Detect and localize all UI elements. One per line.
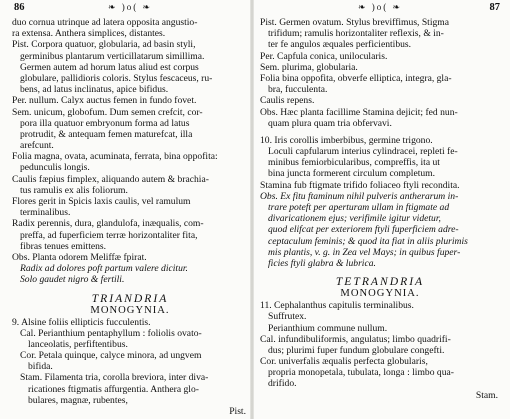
text-line: Folia bina oppofita, obverfe elliptica, integra, gla- <box>260 72 452 84</box>
text-line: tus ramulis ex alis foliorum. <box>20 184 128 196</box>
text-line: Cor. univerfalis æqualis perfecta globularis, <box>260 356 428 368</box>
text-line: Stamina fub ftigmate trifido foliaceo ftyli recondita. <box>260 179 460 191</box>
text-line: bina juncta formerent circulum completum. <box>268 168 436 180</box>
text-line: ceptaculum feminis; & quod ita fiat in aliis plurimis <box>268 235 468 247</box>
text-line: pedunculis longis. <box>20 162 90 174</box>
text-line: arefcunt. <box>20 140 54 152</box>
text-line: duo cornua utrinque ad latera opposita angustio- <box>12 17 198 28</box>
text-line: Obs. Ex fitu ftaminum nihil pulveris antherarum in- <box>260 190 459 202</box>
text-line: trare poteft per aperturam ullam in ftigmate ad <box>268 202 450 213</box>
text-line: Per. Capfula conica, unilocularis. <box>260 50 388 62</box>
text-line: Cal. infundibuliformis, angulatus; limbo quadrifi- <box>260 333 451 345</box>
header-ornament: ❧ )o( ❧ <box>357 2 403 12</box>
text-line: Solo gaudet nigro & fertili. <box>20 274 125 286</box>
right-page-text <box>260 17 500 401</box>
text-line: quam plura quam tria obfervavi. <box>268 117 392 129</box>
section-title: TETRANDRIA <box>335 275 425 289</box>
section-title: TRIANDRIA <box>91 291 169 305</box>
text-line: Germen autem ad horum latus aliud est corpus <box>20 61 199 73</box>
text-line: ficies ftyli glabra & lubrica. <box>268 257 376 269</box>
text-line: drifido. <box>268 378 297 390</box>
text-line: pora illa quatuor embryonum forma ad latus <box>20 117 190 129</box>
text-line: Cal. Perianthium pentaphyllum : foliolis ovato- <box>20 327 202 339</box>
text-line: Pist. Corpora quatuor, globularia, ad basin styli, <box>12 39 196 51</box>
book-gutter <box>250 0 254 419</box>
text-line: dus; plurimi fuper fundum globulare congefti. <box>268 344 445 356</box>
text-line: Cor. Petala quinque, calyce minora, ad ungvem <box>20 350 202 362</box>
running-head <box>12 2 248 16</box>
text-line: ter fe angulos æquales perficientibus. <box>268 39 412 51</box>
text-line: quod elifcat per exteriorem ftyli fuperficiem adre- <box>268 224 459 236</box>
page-number: 86 <box>14 2 25 13</box>
text-line: Radix perennis, dura, glandulofa, inæqualis, com- <box>12 218 204 230</box>
text-line: Obs. Planta odorem Meliffæ fpirat. <box>12 251 147 263</box>
text-line: Caulis fæpius fimplex, aliquando autem & brachia- <box>12 173 209 185</box>
text-line: Caulis repens. <box>260 95 315 107</box>
text-line: mis plantis, v. g. in Zea vel Mays; in quibus fuper- <box>268 246 461 258</box>
text-line: preffa, ad fuperficiem terræ horizontaliter fita, <box>20 229 198 241</box>
text-line: minibus femiorbicularibus, compreffis, ita ut <box>268 157 440 169</box>
text-line: Suffrutex. <box>268 311 307 323</box>
text-line: germinibus plantarum verticillatarum simillima. <box>20 50 205 62</box>
text-line: fibras tenues emittens. <box>20 240 107 252</box>
text-line: Per. nullum. Calyx auctus femen in fundo fovet. <box>12 95 197 107</box>
right-page <box>260 0 500 419</box>
text-line: Obs. Hæc planta facillime Stamina dejicit; fed nun- <box>260 106 458 118</box>
text-line: Radix ad dolores poft partum valere dicitur. <box>20 263 188 275</box>
left-page-text <box>12 17 248 417</box>
running-head <box>260 2 500 16</box>
catchword: Pist. <box>229 406 246 417</box>
text-line: divaricationem ejus; verifimile igitur videtur, <box>268 213 441 225</box>
text-line: 9. Alsine foliis ellipticis fucculentis. <box>12 316 151 328</box>
text-line: Perianthium commune nullum. <box>268 322 388 334</box>
text-line: terminalibus. <box>20 207 71 219</box>
text-line: Sem. plurima, globularia. <box>260 61 358 73</box>
page-number: 87 <box>489 2 500 13</box>
catchword: Stam. <box>475 389 498 401</box>
text-line: propria monopetala, tubulata, longa : limbo qua- <box>268 367 454 379</box>
text-line: Stam. Filamenta tria, corolla breviora, inter diva- <box>20 372 209 384</box>
text-line: Flores gerit in Spicis laxis caulis, vel ramulum <box>12 196 191 207</box>
text-line: 11. Cephalanthus capitulis terminalibus. <box>260 300 414 312</box>
text-line: globulare, pallidioris coloris. Stylus fescaceus, ru- <box>20 72 213 84</box>
section-subtitle: MONOGYNIA. <box>90 304 170 316</box>
text-line: bifida. <box>28 361 53 373</box>
text-line: ra extensa. Anthera simplices, distantes. <box>12 28 166 40</box>
section-subtitle: MONOGYNIA. <box>340 288 420 300</box>
header-ornament: ❧ )o( ❧ <box>107 2 153 12</box>
text-line: Sem. unicum, globofum. Dum semen crefcit, cor- <box>12 106 203 118</box>
text-line: bens, ad latus inclinatus, apice bifidus. <box>20 84 169 96</box>
text-line: bra, fucculenta. <box>268 84 328 96</box>
left-page <box>12 0 248 419</box>
text-line: Folia magna, ovata, acuminata, ferrata, bina oppofita: <box>12 151 218 163</box>
text-line: protrudit, & antequam femen maturefcat, illa <box>20 128 193 140</box>
text-line: trifidum; ramulis horizontaliter reflexis, & in- <box>268 28 444 40</box>
text-line: lanceolatis, perfiftentibus. <box>28 338 128 350</box>
text-line: 10. Iris corollis imberbibus, germine trigono. <box>260 134 433 146</box>
text-line: bulares, magnæ, rubentes, <box>28 394 128 406</box>
text-line: ricationes ftigmatis affurgentia. Anthera glo- <box>28 383 199 395</box>
text-line: Pist. Germen ovatum. Stylus breviffimus, Stigma <box>260 17 450 28</box>
text-line: Loculi capfularum interius cylindracei, repleti fe- <box>268 146 458 158</box>
